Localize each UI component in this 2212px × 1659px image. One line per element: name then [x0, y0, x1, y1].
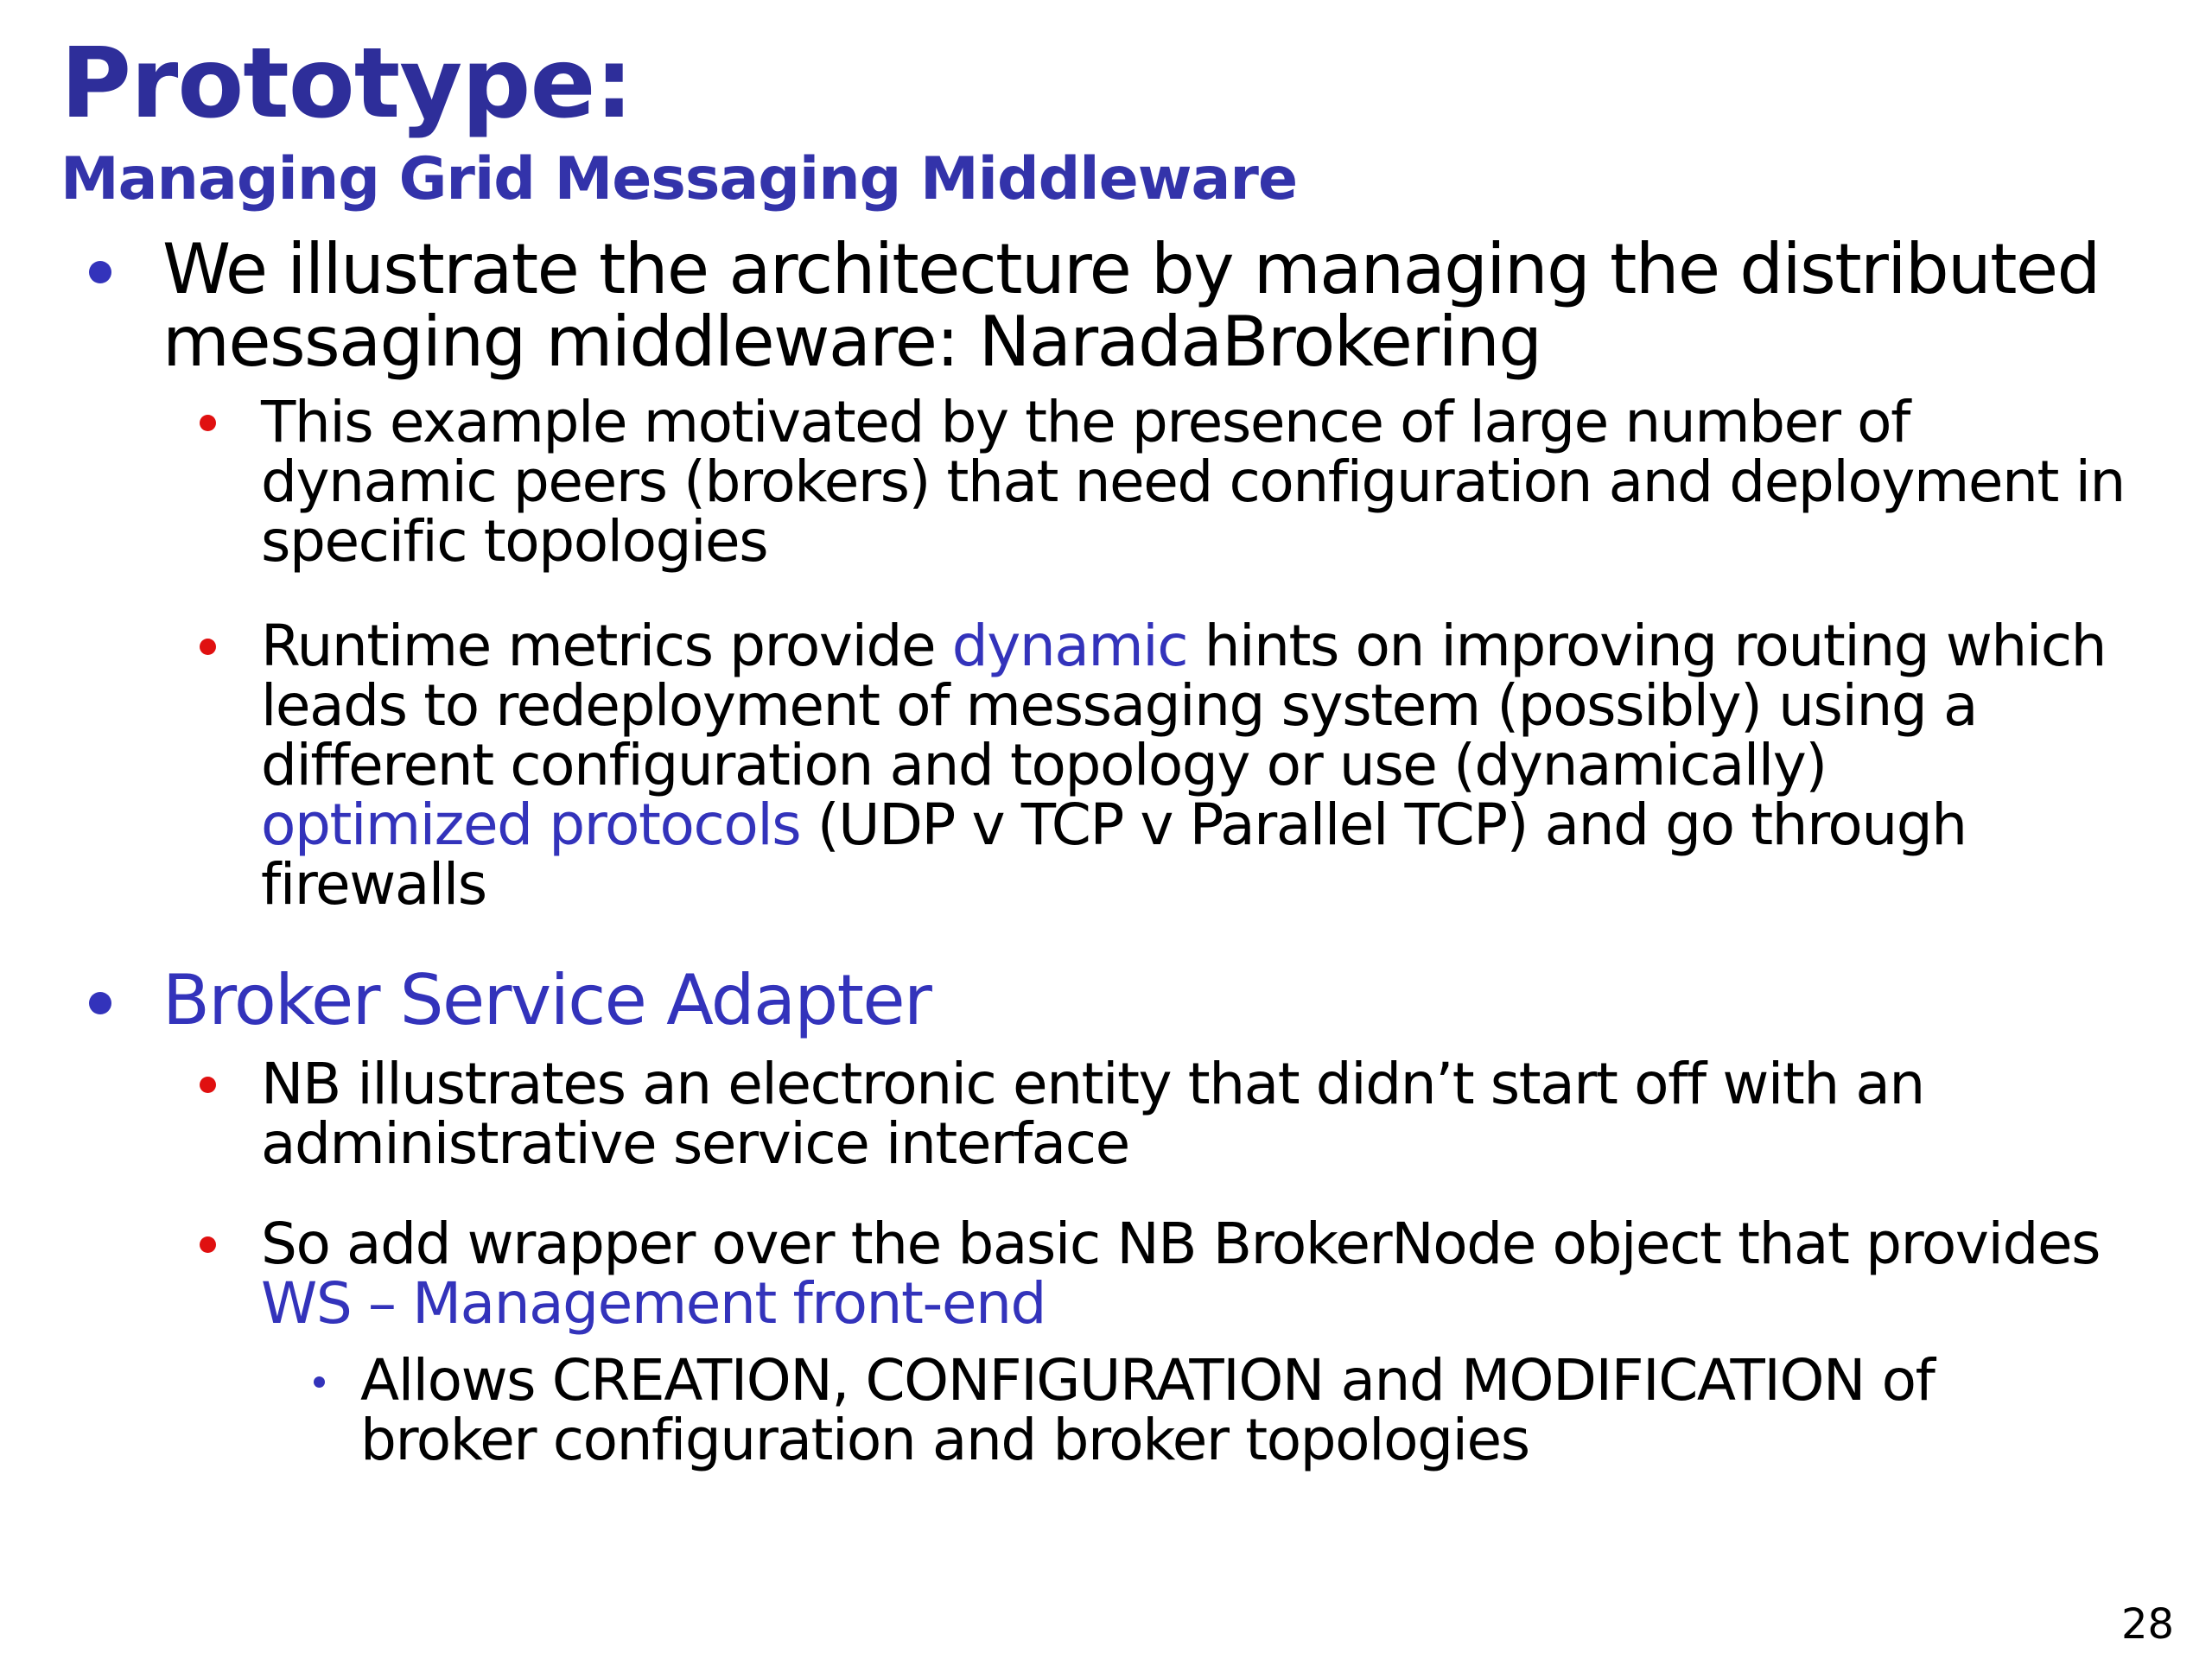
bullet-line: specific topologies — [261, 508, 768, 575]
bullet-dot-icon — [200, 1236, 216, 1253]
text-run: hints on improving routing which — [1187, 613, 2107, 679]
bullet-dot-icon — [200, 1077, 216, 1093]
highlight-dynamic: dynamic — [951, 613, 1188, 679]
text-run: Runtime metrics provide — [261, 613, 952, 679]
bullet-line: different configuration and topology or use (dynamically) — [261, 732, 1827, 798]
slide-title: Prototype: — [60, 28, 633, 140]
bullet-dot-icon — [200, 415, 216, 431]
text-run: (UDP v TCP v Parallel TCP) and go through — [800, 791, 1967, 858]
bullet-line: This example motivated by the presence of large number of — [261, 389, 1910, 455]
bullet-line: leads to redeployment of messaging system (possibly) using a — [261, 672, 1978, 739]
bullet-text — [261, 1051, 1924, 1177]
bullet-line: Allows CREATION, CONFIGURATION and MODIFICATION of — [360, 1347, 1935, 1414]
bullet-line: firewalls — [261, 851, 486, 918]
bullet-line: We illustrate the architecture by managing the distributed — [162, 229, 2100, 309]
bullet-line: broker configuration and broker topologies — [360, 1407, 1529, 1473]
bullet-line: administrative service interface — [261, 1110, 1129, 1177]
bullet-line: So add wrapper over the basic NB BrokerNode object that provides — [261, 1211, 2101, 1277]
slide-subtitle: Managing Grid Messaging Middleware — [60, 145, 1298, 213]
bullet-dot-icon — [89, 992, 111, 1014]
bullet-text — [261, 1211, 2101, 1337]
bullet-line: messaging middleware: NaradaBrokering — [162, 302, 1541, 382]
bullet-text — [261, 613, 2107, 918]
page-number: 28 — [2121, 1600, 2175, 1649]
bullet-dot-icon — [89, 261, 111, 283]
bullet-text — [162, 229, 2100, 382]
bullet-dot-icon — [200, 639, 216, 655]
bullet-line: NB illustrates an electronic entity that didn’t start off with an — [261, 1051, 1924, 1117]
bullet-line — [261, 613, 2107, 679]
highlight-optimized-protocols: optimized protocols — [261, 791, 801, 858]
highlight-ws-management: WS – Management front-end — [261, 1270, 1046, 1337]
bullet-text — [261, 389, 2125, 575]
bullet-line: dynamic peers (brokers) that need configuration and deployment in — [261, 448, 2125, 515]
bullet-line: Broker Service Adapter — [162, 960, 931, 1040]
bullet-text — [360, 1347, 1935, 1473]
bullet-dot-icon — [314, 1376, 325, 1388]
bullet-line — [261, 791, 2106, 858]
bullet-text — [162, 960, 931, 1040]
